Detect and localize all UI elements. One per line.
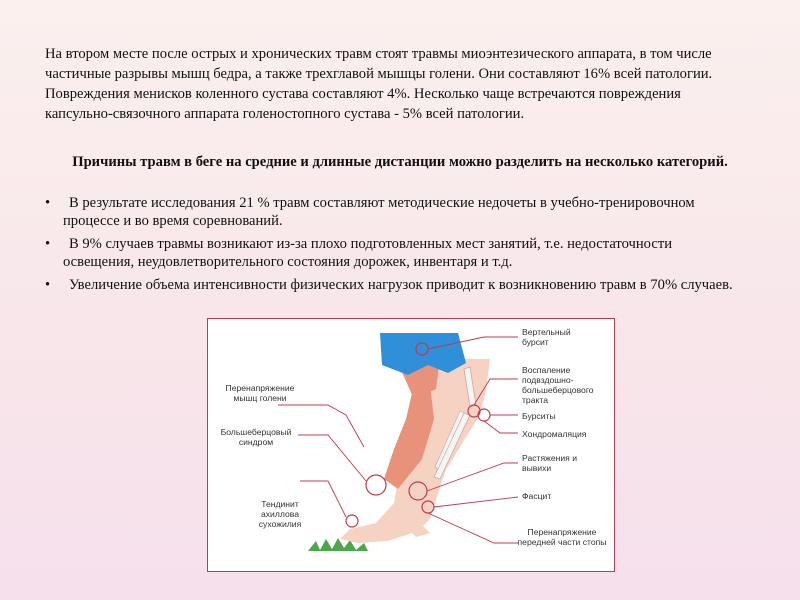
list-item-text: Увеличение объема интенсивности физических нагрузок приводит к возникновению травм в 70% случаев. — [69, 277, 733, 293]
label-bursitis: Бурситы — [522, 411, 556, 421]
list-item-text: В 9% случаев травмы возникают из-за плохо подготовленных мест занятий, т.е. недостаточности освещения, неудовлетворительного состояния дорожек, инвентаря и т.д. — [63, 236, 673, 270]
intro-paragraph: На втором месте после острых и хронических травм стоят травмы миоэнтезического аппарата, в том числе частичные разрывы мышц бедра, а также трехглавой мышцы голени. Они составляют 16% всей патологии. Повреждения менисков коленного сустава составляют 4%. Несколько чаще встречаются повреждения капсульно-связочного аппарата голеностопного сустава - 5% всей патологии. — [45, 46, 713, 122]
callout-shin — [366, 475, 386, 495]
section-heading: Причины травм в беге на средние и длинные дистанции можно разделить на несколько категорий. — [72, 154, 728, 170]
label-achilles: Тендинит ахиллова сухожилия — [258, 499, 302, 529]
callout-achilles — [346, 515, 358, 527]
list-item — [45, 194, 745, 230]
label-trochanter: Вертельный бурсит — [522, 327, 571, 347]
label-tibial-syndrome: Большеберцовый синдром — [220, 427, 292, 447]
label-sprains: Растяжения и вывихи — [522, 453, 578, 473]
list-item — [45, 235, 745, 271]
bullet-icon: • — [45, 277, 51, 293]
bullet-icon: • — [45, 195, 51, 211]
label-forefoot: Перенапряжение передней части стопы — [517, 527, 607, 547]
causes-list — [45, 194, 745, 299]
bullet-icon: • — [45, 236, 51, 252]
list-item — [45, 276, 745, 294]
label-overstrain-shin: Перенапряжение мышц голени — [225, 383, 295, 403]
label-chondromalacia: Хондромаляция — [522, 429, 587, 439]
label-itband: Воспаление подвздошно-большеберцового тракта — [522, 365, 594, 405]
list-item-text: В результате исследования 21 % травм составляют методические недочеты в учебно-тренировочном процессе и во время соревнований. — [63, 195, 695, 229]
running-injuries-figure — [207, 318, 615, 572]
label-fasciitis: Фасцит — [522, 491, 552, 501]
